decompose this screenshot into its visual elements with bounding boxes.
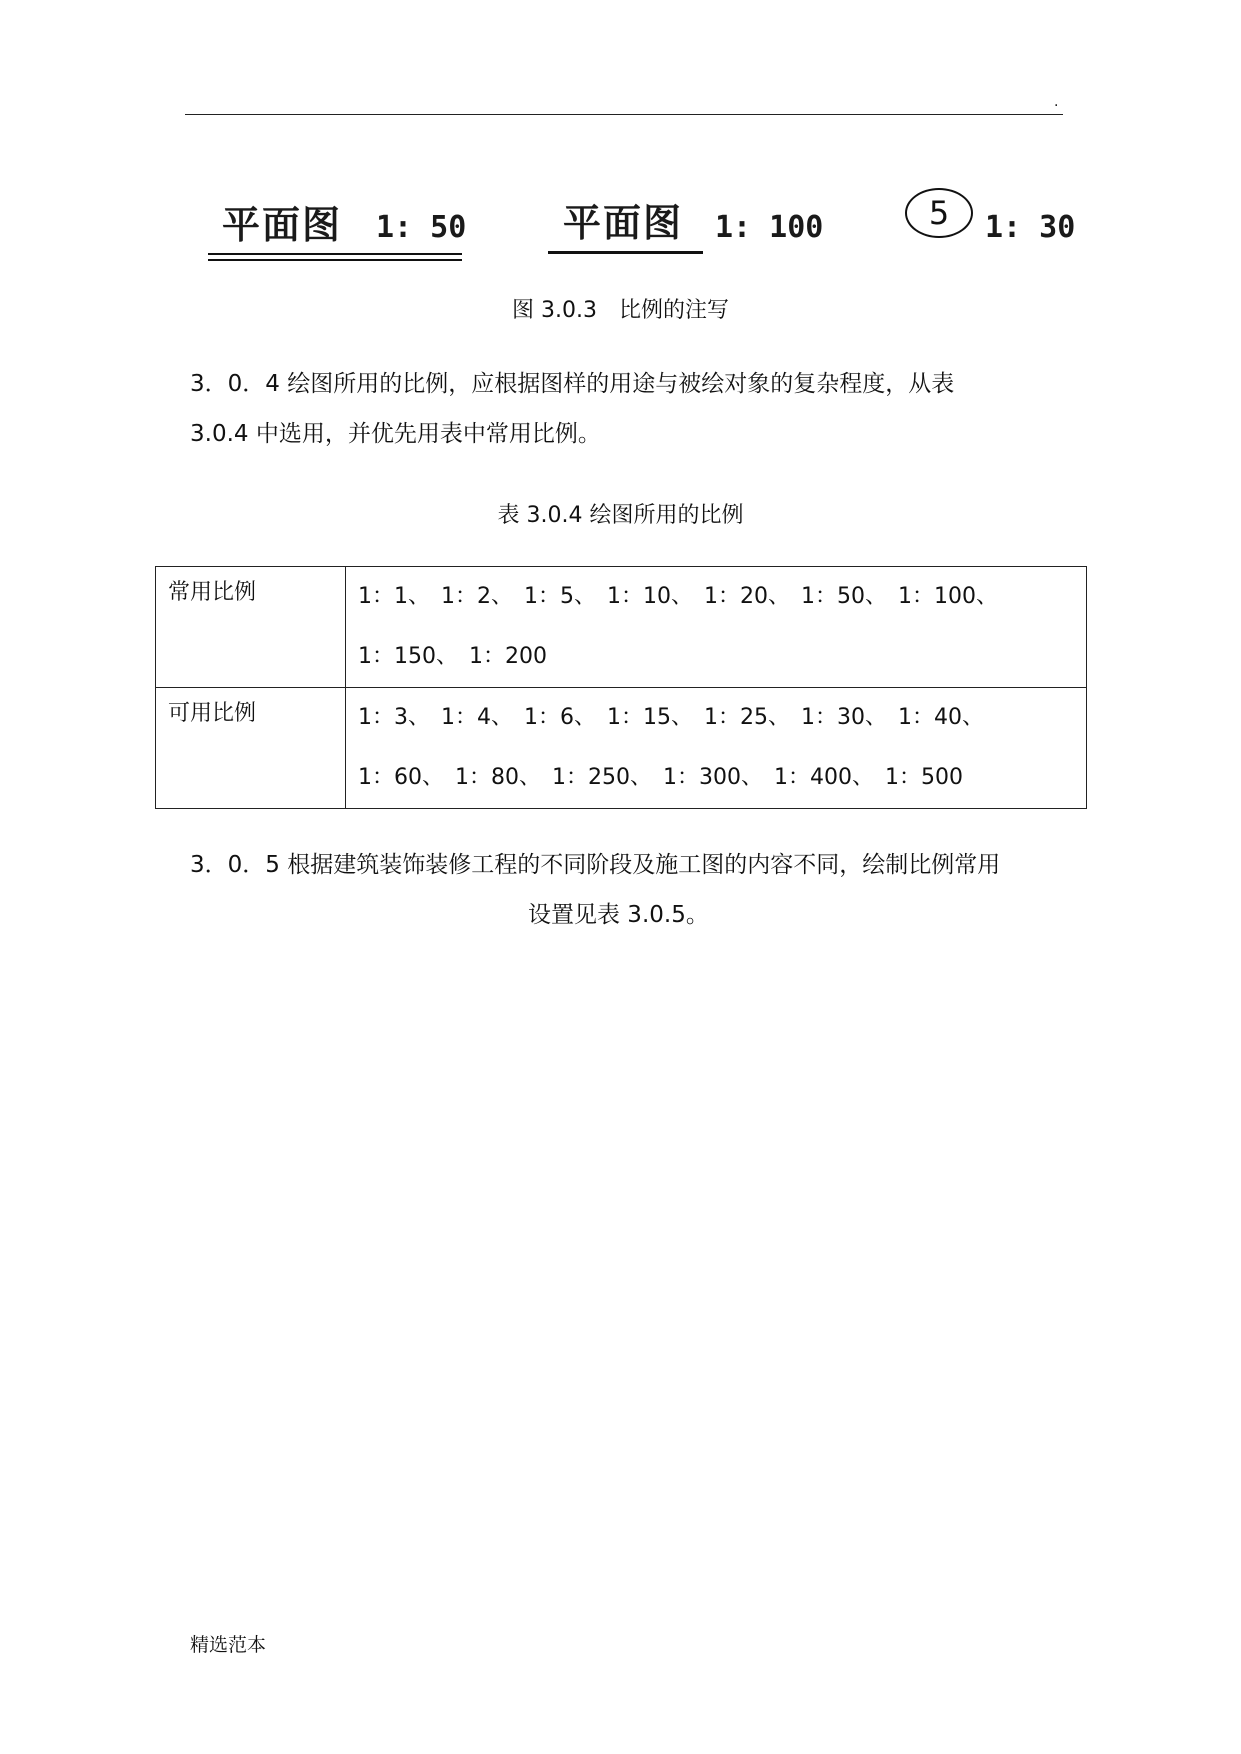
- row-values-common: [346, 567, 1087, 688]
- row-label-common: 常用比例: [156, 567, 346, 688]
- figure-scale-2: 1: 100: [715, 210, 824, 245]
- table-caption: 表 3.0.4 绘图所用的比例: [497, 503, 744, 528]
- double-underline-top: [208, 253, 462, 255]
- values-line: 1：150、 1：200: [358, 644, 547, 669]
- para-304-line1: 3．0．4 绘图所用的比例，应根据图样的用途与被绘对象的复杂程度，从表: [190, 371, 955, 397]
- single-underline: [548, 251, 703, 254]
- row-label-available: 可用比例: [156, 688, 346, 809]
- figure-scale-1: 1: 50: [376, 210, 467, 245]
- footer-text: 精选范本: [190, 1634, 267, 1656]
- figure-title-2: 平面图: [563, 200, 684, 245]
- para-304-line2: 3.0.4 中选用，并优先用表中常用比例。: [190, 421, 601, 447]
- double-underline-bottom: [208, 259, 462, 261]
- table-row: [156, 688, 1087, 809]
- para-305-line1: 3．0．5 根据建筑装饰装修工程的不同阶段及施工图的内容不同，绘制比例常用: [190, 852, 1001, 878]
- table-row: [156, 567, 1087, 688]
- scale-table: [155, 566, 1087, 809]
- values-line: 1：3、 1：4、 1：6、 1：15、 1：25、 1：30、 1：40、: [358, 705, 984, 730]
- values-line: 1：1、 1：2、 1：5、 1：10、 1：20、 1：50、 1：100、: [358, 584, 998, 609]
- detail-index-circle: [905, 188, 973, 238]
- header-mark: .: [1054, 94, 1059, 110]
- figure-caption: 图 3.0.3 比例的注写: [512, 298, 729, 323]
- figure-title-1: 平面图: [222, 202, 343, 247]
- detail-number: 5: [928, 194, 950, 232]
- figure-scale-3: 1: 30: [985, 210, 1076, 245]
- row-values-available: [346, 688, 1087, 809]
- header-rule: [185, 114, 1063, 115]
- para-305-line2: 设置见表 3.0.5。: [528, 902, 709, 928]
- values-line: 1：60、 1：80、 1：250、 1：300、 1：400、 1：500: [358, 765, 963, 790]
